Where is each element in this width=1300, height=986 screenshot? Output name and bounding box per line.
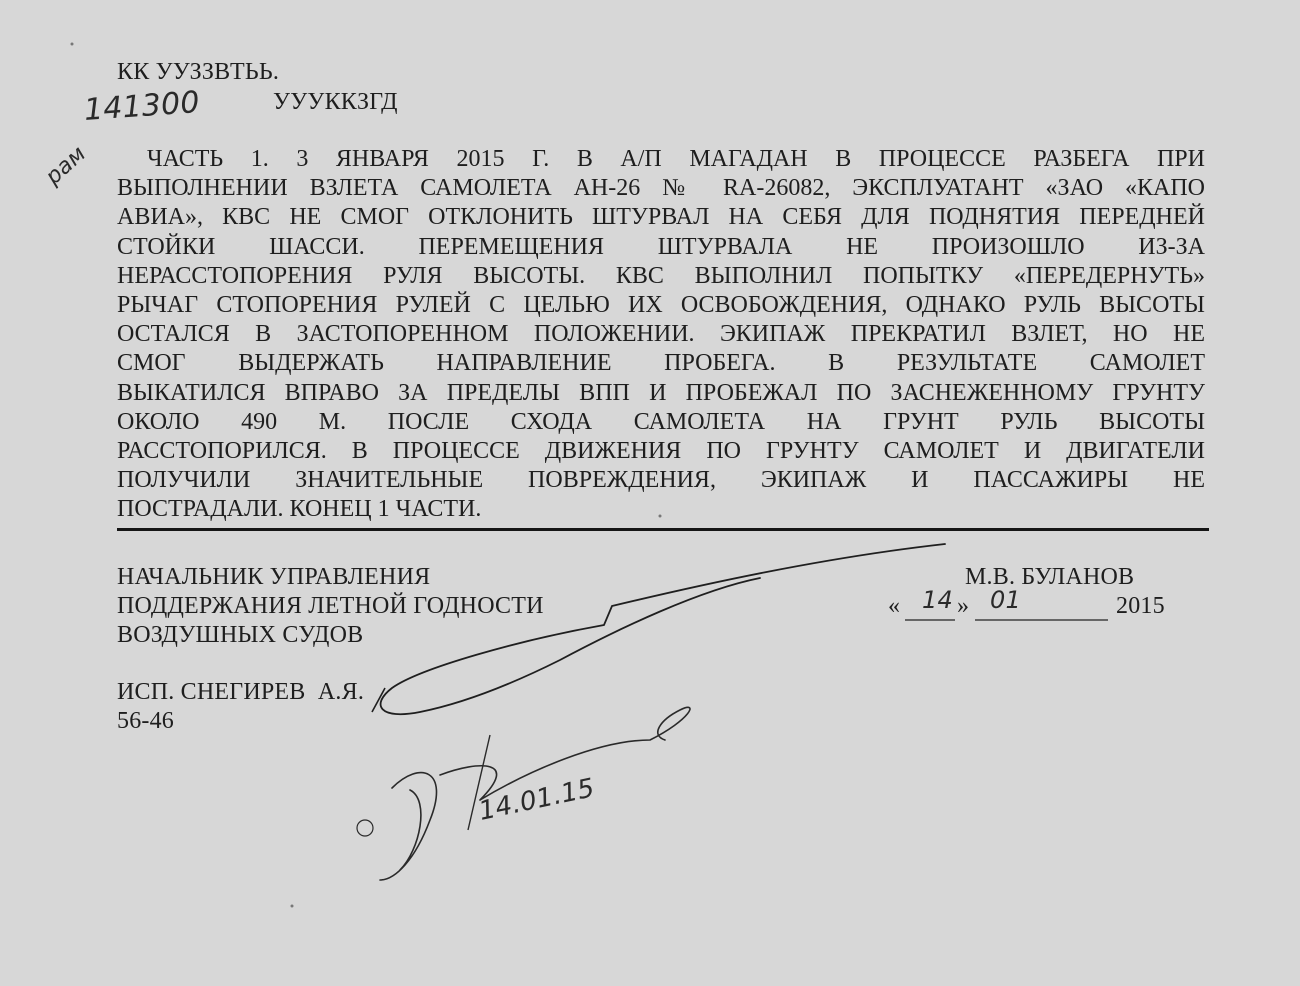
signer-title-line-2: ПОДДЕРЖАНИЯ ЛЕТНОЙ ГОДНОСТИ bbox=[117, 593, 544, 619]
visa-initials bbox=[380, 707, 690, 880]
header-line-1: КК УУЗЗВТЬЬ. bbox=[117, 59, 280, 85]
body-line: РЫЧАГ СТОПОРЕНИЯ РУЛЕЙ С ЦЕЛЬЮ ИХ ОСВОБОЖДЕНИЯ, ОДНАКО РУЛЬ ВЫСОТЫ bbox=[117, 291, 1205, 318]
main-signature bbox=[381, 544, 945, 714]
body-line: АВИА», КВС НЕ СМОГ ОТКЛОНИТЬ ШТУРВАЛ НА СЕБЯ ДЛЯ ПОДНЯТИЯ ПЕРЕДНЕЙ bbox=[117, 204, 1205, 231]
date-day: 14 bbox=[922, 586, 953, 614]
header-line-2: УУУККЗГД bbox=[273, 89, 398, 115]
body-line: ПОСТРАДАЛИ. КОНЕЦ 1 ЧАСТИ. bbox=[117, 496, 482, 523]
body-line: СТОЙКИ ШАССИ. ПЕРЕМЕЩЕНИЯ ШТУРВАЛА НЕ ПРОИЗОШЛО ИЗ-ЗА bbox=[117, 233, 1205, 260]
body-line: СМОГ ВЫДЕРЖАТЬ НАПРАВЛЕНИЕ ПРОБЕГА. В РЕЗУЛЬТАТЕ САМОЛЕТ bbox=[117, 350, 1205, 377]
signer-name: М.В. БУЛАНОВ bbox=[965, 564, 1135, 590]
visa-circle-mark bbox=[357, 820, 373, 836]
date-close-quote: » bbox=[957, 593, 970, 619]
body-line: ЧАСТЬ 1. 3 ЯНВАРЯ 2015 Г. В А/П МАГАДАН В ПРОЦЕССЕ РАЗБЕГА ПРИ bbox=[147, 146, 1205, 172]
date-open-quote: « bbox=[888, 593, 901, 619]
date-year: 2015 bbox=[1116, 593, 1165, 619]
body-line: РАССТОПОРИЛСЯ. В ПРОЦЕССЕ ДВИЖЕНИЯ ПО ГРУНТУ САМОЛЕТ И ДВИГАТЕЛИ bbox=[117, 437, 1205, 464]
speck bbox=[291, 905, 294, 908]
visa-stroke bbox=[468, 735, 490, 830]
body-line: ОСТАЛСЯ В ЗАСТОПОРЕННОМ ПОЛОЖЕНИИ. ЭКИПАЖ ПРЕКРАТИЛ ВЗЛЕТ, НО НЕ bbox=[117, 321, 1205, 348]
body-line: ВЫПОЛНЕНИИ ВЗЛЕТА САМОЛЕТА АН-26 № RA-26082, ЭКСПЛУАТАНТ «ЗАО «КАПО bbox=[117, 175, 1205, 202]
handwritten-mark: рам bbox=[41, 141, 91, 190]
body-line: ВЫКАТИЛСЯ ВПРАВО ЗА ПРЕДЕЛЫ ВПП И ПРОБЕЖАЛ ПО ЗАСНЕЖЕННОМУ ГРУНТУ bbox=[117, 379, 1205, 406]
signer-title-line-3: ВОЗДУШНЫХ СУДОВ bbox=[117, 622, 364, 648]
executor-phone: 56-46 bbox=[117, 708, 174, 734]
handwritten-number: 141300 bbox=[82, 85, 201, 128]
body-line: ПОЛУЧИЛИ ЗНАЧИТЕЛЬНЫЕ ПОВРЕЖДЕНИЯ, ЭКИПАЖ И ПАССАЖИРЫ НЕ bbox=[117, 467, 1205, 494]
body-line: ОКОЛО 490 М. ПОСЛЕ СХОДА САМОЛЕТА НА ГРУНТ РУЛЬ ВЫСОТЫ bbox=[117, 408, 1205, 435]
body-line: НЕРАССТОПОРЕНИЯ РУЛЯ ВЫСОТЫ. КВС ВЫПОЛНИЛ ПОПЫТКУ «ПЕРЕДЕРНУТЬ» bbox=[117, 262, 1205, 289]
date-month: 01 bbox=[990, 586, 1021, 614]
signer-title-line-1: НАЧАЛЬНИК УПРАВЛЕНИЯ bbox=[117, 564, 431, 590]
speck bbox=[71, 43, 74, 46]
executor-name: ИСП. СНЕГИРЕВ А.Я. bbox=[117, 679, 365, 705]
visa-date: 14.01.15 bbox=[476, 773, 598, 827]
speck bbox=[659, 515, 662, 518]
